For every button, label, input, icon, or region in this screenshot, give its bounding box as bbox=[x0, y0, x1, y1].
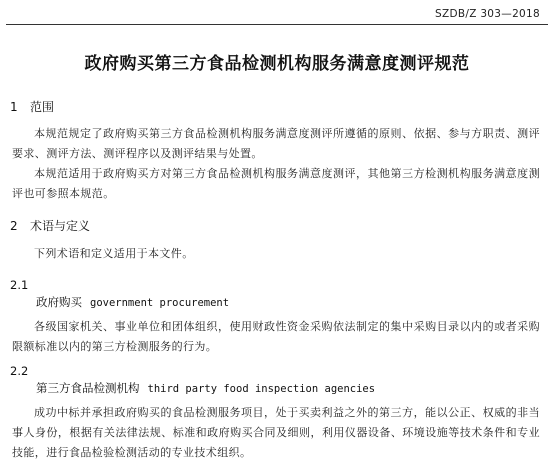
scope-paragraph-2: 本规范适用于政府购买方对第三方食品检测机构服务满意度测评，其他第三方检测机构服务满意度测评也可参照本规范。 bbox=[12, 167, 540, 200]
scope-paragraph-1: 本规范规定了政府购买第三方食品检测机构服务满意度测评所遵循的原则、依据、参与方职责、测评要求、测评方法、测评程序以及测评结果与处置。 bbox=[12, 127, 540, 160]
term-english: third party food inspection agencies bbox=[147, 383, 376, 395]
header-rule bbox=[6, 24, 548, 25]
term-english: government procurement bbox=[90, 297, 230, 309]
term-heading bbox=[36, 294, 229, 310]
term-number: 2.1 bbox=[10, 278, 29, 292]
section-number: 2 bbox=[10, 219, 18, 233]
section-title: 范围 bbox=[30, 100, 55, 114]
section-terms-heading bbox=[10, 217, 90, 234]
term-number: 2.2 bbox=[10, 364, 29, 378]
term-definition: 各级国家机关、事业单位和团体组织，使用财政性资金采购依法制定的集中采购目录以内的或者采购限额标准以内的第三方检测服务的行为。 bbox=[12, 320, 540, 353]
term-heading bbox=[36, 380, 375, 396]
section-scope-heading bbox=[10, 98, 54, 115]
term-definition: 成功中标并承担政府购买的食品检测服务项目，处于买卖利益之外的第三方，能以公正、权威的非当事人身份，根据有关法律法规、标准和政府购买合同及细则，利用仪器设备、环境设施等技术条件和专业技能，进行食品检验检测活动的专业技术组织。 bbox=[12, 406, 540, 459]
section-number: 1 bbox=[10, 100, 18, 114]
term-chinese: 政府购买 bbox=[36, 295, 82, 309]
term-chinese: 第三方食品检测机构 bbox=[36, 381, 140, 395]
terms-intro: 下列术语和定义适用于本文件。 bbox=[34, 247, 194, 260]
standard-code: SZDB/Z 303—2018 bbox=[435, 8, 540, 20]
document-title: 政府购买第三方食品检测机构服务满意度测评规范 bbox=[84, 54, 470, 74]
section-title: 术语与定义 bbox=[30, 219, 91, 233]
